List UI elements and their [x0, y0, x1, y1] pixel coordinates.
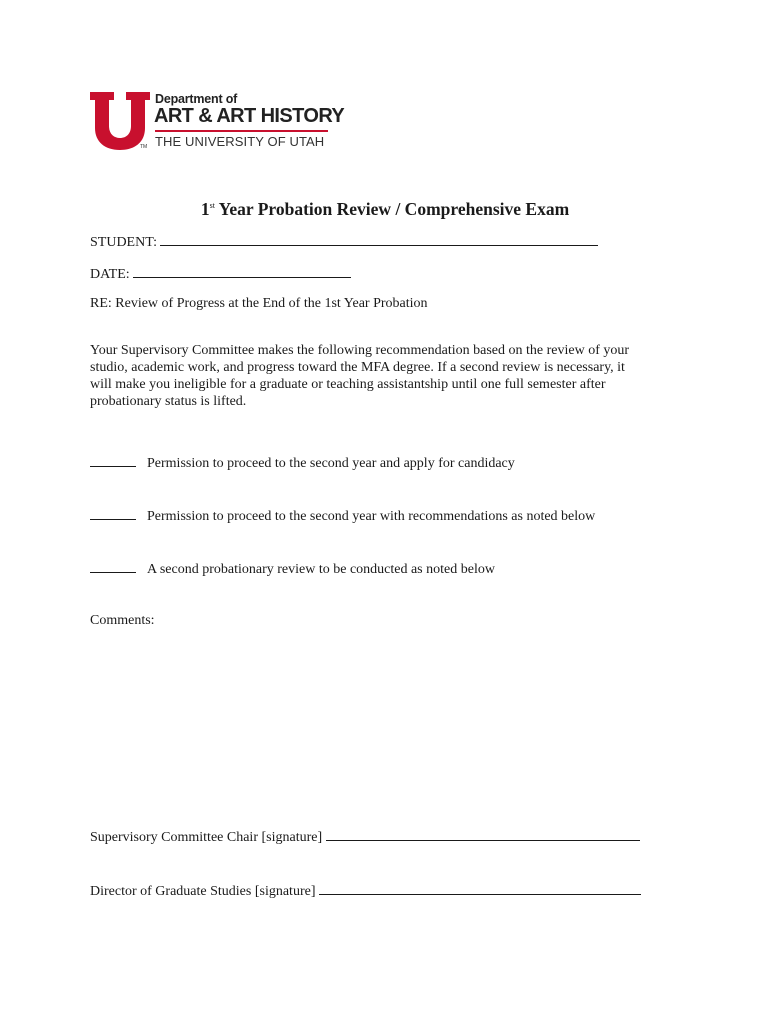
- logo-department-of: Department of: [155, 92, 238, 106]
- university-u-logo-icon: [90, 92, 150, 150]
- date-row: [90, 264, 351, 283]
- trademark-mark: TM: [140, 144, 148, 150]
- director-signature-row: [90, 881, 641, 900]
- chair-signature-field[interactable]: [326, 827, 640, 841]
- title-text: Year Probation Review / Comprehensive Exam: [214, 199, 570, 219]
- option-row-second-review: [90, 559, 495, 578]
- chair-signature-row: [90, 827, 640, 846]
- date-field[interactable]: [133, 264, 351, 278]
- option-label-1: Permission to proceed to the second year and apply for candidacy: [147, 456, 515, 471]
- department-logo: [90, 92, 345, 152]
- re-line: RE: Review of Progress at the End of the 1st Year Probation: [90, 296, 428, 311]
- page-title: [0, 199, 770, 220]
- comments-label: Comments:: [90, 613, 155, 628]
- comments-area[interactable]: [90, 635, 670, 810]
- option-label-2: Permission to proceed to the second year with recommendations as noted below: [147, 509, 596, 524]
- option-check-field-1[interactable]: [90, 453, 136, 467]
- chair-signature-label: Supervisory Committee Chair [signature]: [90, 830, 323, 845]
- title-superscript: st: [209, 201, 215, 210]
- title-number: 1: [200, 199, 210, 219]
- logo-university-name: THE UNIVERSITY OF UTAH: [155, 134, 325, 149]
- student-label: STUDENT:: [90, 235, 157, 250]
- director-signature-field[interactable]: [319, 881, 641, 895]
- logo-rule: [155, 130, 328, 132]
- option-check-field-2[interactable]: [90, 506, 136, 520]
- recommendation-paragraph: Your Supervisory Committee makes the following recommendation based on the review of your studio, academic work, and progress toward the MFA degree. If a second review is necessary, it will make you ineligible for a graduate or teaching assistantship until one full semester after probationary status is lifted.: [90, 343, 630, 409]
- date-label: DATE:: [90, 267, 130, 282]
- logo-department-name: ART & ART HISTORY: [154, 105, 345, 127]
- option-row-candidacy: [90, 453, 515, 472]
- director-signature-label: Director of Graduate Studies [signature]: [90, 884, 316, 899]
- option-label-3: A second probationary review to be conducted as noted below: [147, 562, 495, 577]
- student-field[interactable]: [160, 232, 598, 246]
- option-row-recommendations: [90, 506, 595, 525]
- student-row: [90, 232, 598, 251]
- option-check-field-3[interactable]: [90, 559, 136, 573]
